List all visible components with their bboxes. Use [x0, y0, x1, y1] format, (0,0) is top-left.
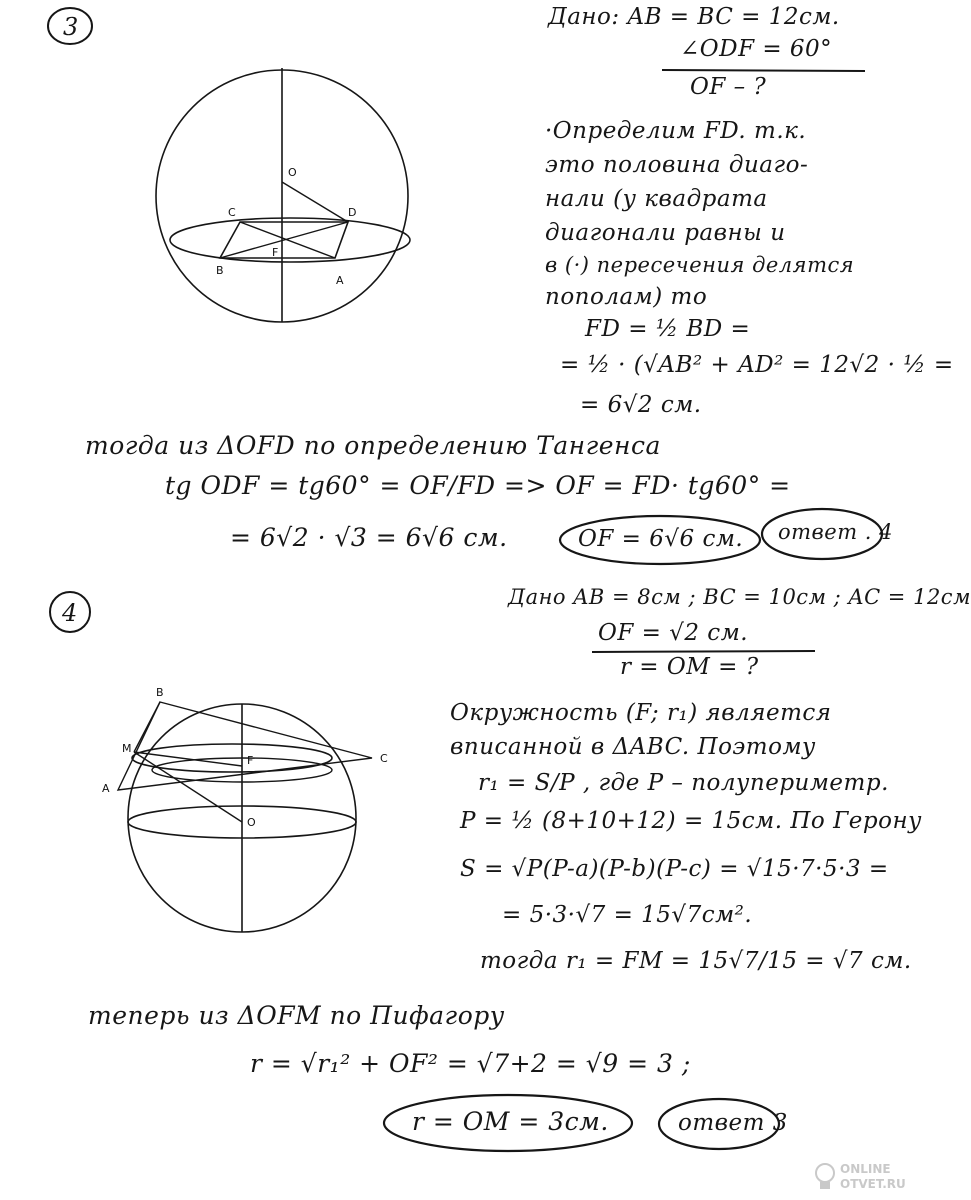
answer-3-text: ответ . 4	[778, 520, 894, 544]
label-m: M	[122, 742, 132, 755]
cross-section-ellipse	[170, 218, 410, 262]
problem-4-then-1: теперь из ΔOFM по Пифагору	[88, 1001, 505, 1030]
solution-3-line-9: = 6√2 см.	[580, 392, 702, 418]
problem-4-find: r = OM = ?	[620, 654, 759, 680]
label-a-4: A	[102, 782, 110, 795]
problem-3-find: OF – ?	[690, 74, 767, 100]
label-f-4: F	[247, 754, 254, 767]
segment-mo	[134, 752, 242, 822]
diagram-4	[90, 680, 430, 950]
solution-3-line-6: пополам) то	[545, 284, 708, 310]
label-o: O	[288, 166, 297, 179]
solution-3-line-8: = ½ · (√AB² + AD² = 12√2 · ½ =	[560, 352, 954, 378]
solution-4-line-2: вписанной в ΔABC. Поэтому	[450, 734, 816, 760]
solution-3-line-5: в (·) пересечения делятся	[545, 253, 855, 277]
problem-3-then-1: тогда из ΔOFD по определению Тангенса	[85, 431, 661, 460]
watermark-line-1: ONLINE	[840, 1162, 891, 1176]
given-underline-3	[660, 66, 870, 74]
problem-4-given-1: Дано AB = 8см ; BC = 10см ; AC = 12см	[508, 585, 971, 609]
label-c: C	[228, 206, 236, 219]
problem-4-number: 4	[62, 599, 78, 627]
diagram-3	[140, 50, 440, 330]
solution-3-line-7: FD = ½ BD =	[585, 316, 751, 342]
label-a: A	[336, 274, 344, 287]
label-b-4: B	[156, 686, 164, 699]
segment-mb	[134, 702, 160, 752]
lightbulb-icon	[814, 1162, 836, 1192]
label-f: F	[272, 246, 279, 259]
problem-4-number-circle	[44, 586, 100, 638]
problem-4-given-2: OF = √2 см.	[598, 620, 749, 646]
solution-3-line-1: ·Определим FD. т.к.	[545, 118, 807, 144]
problem-3-number: 3	[63, 13, 79, 41]
result-4-text: r = OM = 3см.	[412, 1107, 609, 1136]
solution-4-line-5: S = √P(P-a)(P-b)(P-c) = √15·7·5·3 =	[460, 856, 889, 882]
result-3-text: OF = 6√6 см.	[578, 526, 744, 552]
problem-3-number-circle	[40, 2, 100, 50]
solution-4-line-7: тогда r₁ = FM = 15√7/15 = √7 см.	[480, 948, 912, 974]
segment-od	[282, 182, 348, 222]
problem-3-then-2: tg ODF = tg60° = OF/FD => OF = FD· tg60° =	[165, 471, 791, 500]
watermark-line-2: OTVET.RU	[840, 1177, 906, 1191]
problem-3-given-1: Дано: AB = BC = 12см.	[548, 4, 840, 30]
triangle-abc	[118, 702, 372, 790]
label-d: D	[348, 206, 357, 219]
label-b: B	[216, 264, 224, 277]
segment-mf	[134, 752, 242, 766]
diagonal-bd	[220, 222, 348, 258]
solution-3-line-2: это половина диаго-	[545, 152, 809, 178]
watermark	[814, 1160, 909, 1194]
label-o-4: O	[247, 816, 256, 829]
solution-4-line-4: P = ½ (8+10+12) = 15см. По Герону	[460, 808, 922, 834]
problem-4-then-2: r = √r₁² + OF² = √7+2 = √9 = 3 ;	[250, 1049, 691, 1078]
label-c-4: C	[380, 752, 388, 765]
solution-4-line-3: r₁ = S/P , где P – полупериметр.	[478, 770, 889, 796]
answer-4-text: ответ 3	[678, 1110, 788, 1136]
diagonal-ac	[240, 222, 335, 258]
solution-3-line-4: диагонали равны и	[545, 220, 786, 246]
problem-3-then-3: = 6√2 · √3 = 6√6 см.	[230, 523, 508, 552]
solution-4-line-1: Окружность (F; r₁) является	[450, 700, 832, 726]
solution-3-line-3: нали (у квадрата	[545, 186, 768, 212]
solution-4-line-6: = 5·3·√7 = 15√7см².	[502, 902, 753, 928]
problem-3-given-2: ∠ODF = 60°	[680, 36, 833, 62]
